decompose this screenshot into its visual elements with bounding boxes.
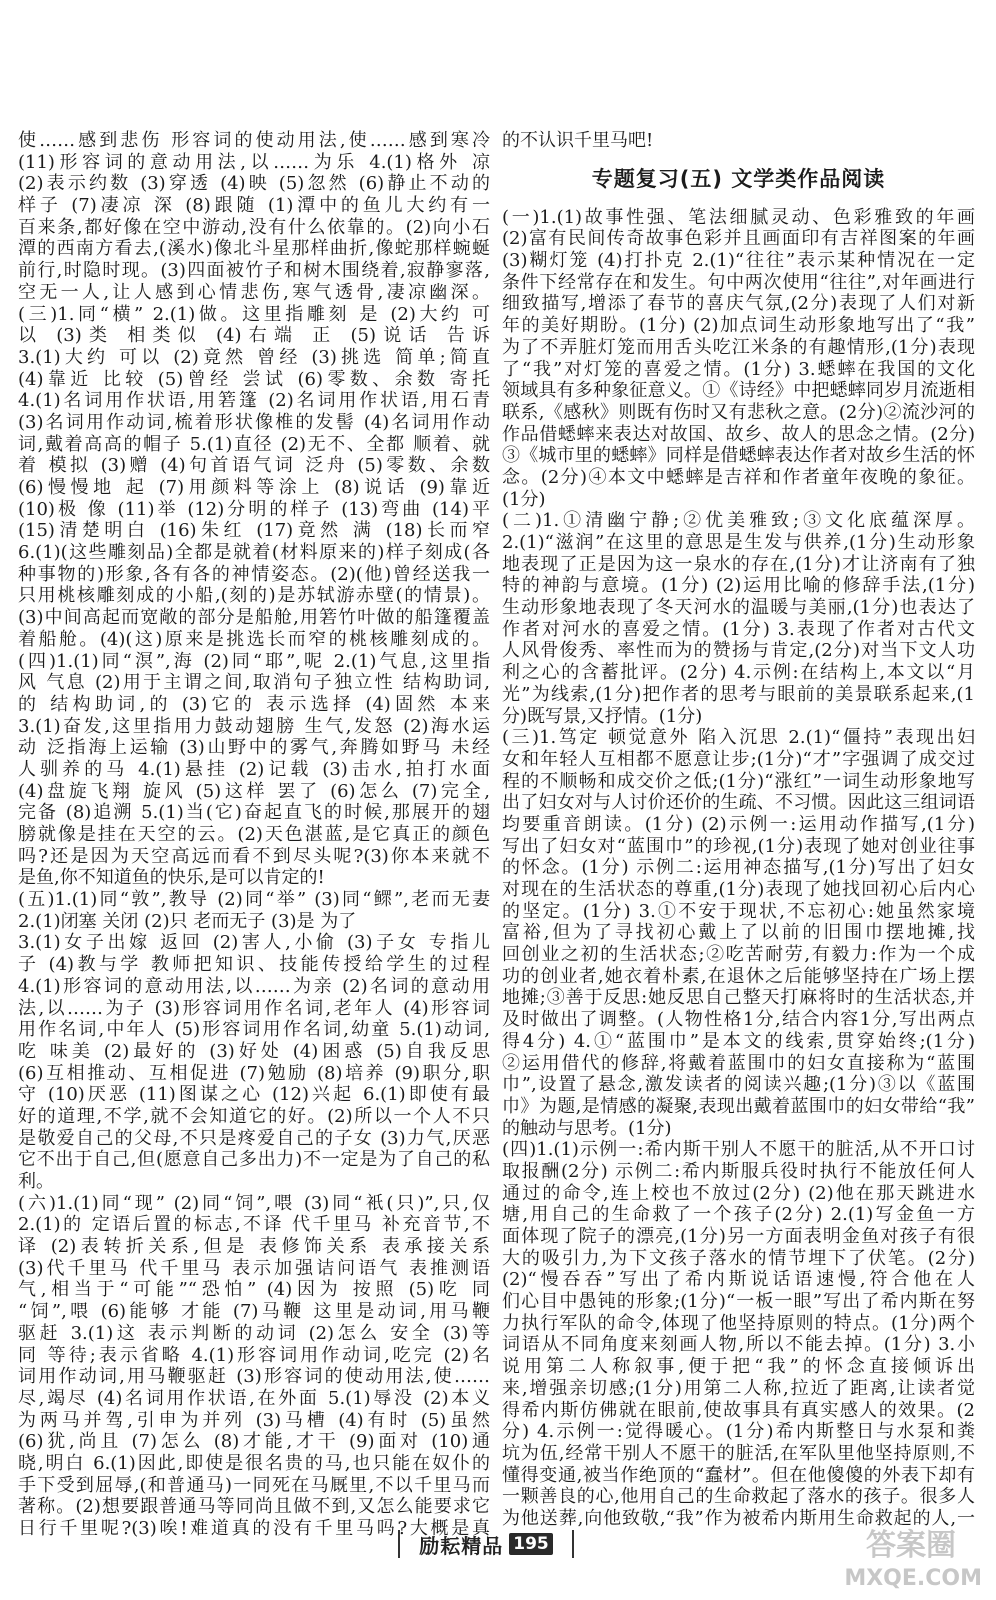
text-line: 程的不顺畅和成交价之低;(1分)“涨红”一词生动形象地写 <box>502 770 975 792</box>
text-line: 坑为伍,经常干别人不愿干的脏活,在军队里他坚持原则,不 <box>502 1442 975 1464</box>
left-column <box>18 130 490 1540</box>
text-line: 生动形象地表现了冬天河水的温暖与美丽,(1分)也表达了 <box>502 597 975 619</box>
text-line: 词,戴着高高的帽子 5.(1)直径 (2)无不、全都 顺着、就 <box>18 433 490 455</box>
brand-logo: 励耘精品 <box>419 1533 504 1558</box>
text-line: 人驯养的马 4.(1)悬挂 (2)记载 (3)击水,拍打水面 <box>18 758 490 780</box>
text-line: 着 模拟 (3)赠 (4)句首语气词 泛舟 (5)零数、余数 <box>18 455 490 477</box>
text-line: 的触动与思考。(1分) <box>502 1117 672 1139</box>
text-line: (6)犹,尚且 (7)怎么 (8)才能,才干 (9)面对 (10)通 <box>18 1431 490 1453</box>
text-line: 样子 (7)凄凉 深 (8)跟随 (1)潭中的鱼儿大约有一 <box>18 195 490 217</box>
text-line: 了“我”对灯笼的喜爱之情。(1分) 3.蟋蟀在我国的文化 <box>502 358 975 380</box>
text-line: (四)1.(1)同“溟”,海 (2)同“耶”,呢 2.(1)气息,这里指 <box>18 650 490 672</box>
text-line: 只用桃核雕刻成的小船,(刻的)是苏轼游赤壁(的情景)。 <box>18 585 490 607</box>
text-line: “饲”,喂 (6)能够 才能 (7)马鞭 这里是动词,用马鞭 <box>18 1301 490 1323</box>
text-line: 好的道理,不学,就不会知道它的好。(2)所以一个人不只 <box>18 1105 490 1127</box>
text-line: (五)1.(1)同“敦”,教导 (2)同“举” (3)同“鳏”,老而无妻 <box>18 889 490 911</box>
section-heading: 专题复习(五) 文学类作品阅读 <box>591 166 886 191</box>
text-line: 们心目中愚钝的形象;(1分)“一板一眼”写出了希内斯在努 <box>502 1291 975 1313</box>
text-line: 富裕,但为了寻找初心戴上了以前的旧围巾摆地摊,找 <box>502 922 975 944</box>
text-line: (六)1.(1)同“现” (2)同“饲”,喂 (3)同“衹(只)”,只,仅 <box>18 1192 490 1214</box>
text-line: 地表现了正是因为这一泉水的存在,(1分)才让济南有了独 <box>502 553 975 575</box>
right-column-body <box>502 207 975 1530</box>
text-line: 译 (2)表转折关系,但是 表修饰关系 表承接关系 <box>18 1236 490 1258</box>
text-line: 均要重音朗读。(1分) (2)示例一:运用动作描写,(1分) <box>502 813 975 835</box>
text-line: 以 (3)类 相类似 (4)右端 正 (5)说话 告诉 <box>18 325 490 347</box>
page-number: 195 <box>509 1533 553 1555</box>
text-line: 为两马并驾,引申为并列 (3)马槽 (4)有时 (5)虽然 <box>18 1409 490 1431</box>
text-line: 它不出于自己,但(愿意自己多出力)不一定是为了自己的私 <box>18 1149 490 1171</box>
text-line: (三)1.同“横” 2.(1)做。这里指雕刻 是 (2)大约 可 <box>18 303 490 325</box>
text-line: ③《城市里的蟋蟀》同样是借蟋蟀表达作者对故乡生活的怀 <box>502 445 975 467</box>
text-line: 风 气息 (2)用于主谓之间,取消句子独立性 结构助词, <box>18 672 490 694</box>
text-line: 用作名词,中年人 (5)形容词用作名词,幼童 5.(1)动词, <box>18 1019 490 1041</box>
text-line: 使……感到悲伤 形容词的使动用法,使……感到寒冷 <box>18 130 490 151</box>
text-line: 条件下经常存在和发生。句中两次使用“往往”,对年画进行 <box>502 271 975 293</box>
text-line: (10)极 像 (11)举 (12)分明的样子 (13)弯曲 (14)平 <box>18 498 490 520</box>
text-line: 种事物的)形象,各有各的神情姿态。(2)(他)曾经送我一 <box>18 563 490 585</box>
text-line: 来,增强亲切感;(1分)用第二人称,拉近了距离,让读者觉 <box>502 1377 975 1399</box>
text-line: 面体现了院子的漂亮,(1分)另一方面表明金鱼对孩子有很 <box>502 1226 975 1247</box>
page-footer <box>398 1530 574 1558</box>
text-line: 念。(2分)④本文中蟋蟀是吉祥和作者童年夜晚的象征。 <box>502 466 975 488</box>
text-line: 驱赶 3.(1)这 表示判断的动词 (2)怎么 安全 (3)等 <box>18 1322 490 1344</box>
text-line: (6)互相推动、互相促进 (7)勉励 (8)培养 (9)职分,职 <box>18 1062 490 1084</box>
text-line: 的 结构助词,的 (3)它的 表示选择 (4)固然 本来 <box>18 693 490 715</box>
text-line: 气,相当于“可能”“恐怕” (4)因为 按照 (5)吃 同 <box>18 1279 490 1301</box>
text-line: (6)慢慢地 起 (7)用颜料等涂上 (8)说话 (9)靠近 <box>18 477 490 498</box>
text-line: (4)盘旋飞翔 旋风 (5)这样 罢了 (6)怎么 (7)完全, <box>18 780 490 802</box>
text-line: 回创业之初的生活状态;②吃苦耐劳,有毅力:作为一个成 <box>502 944 975 966</box>
text-line: 分) 4.示例一:觉得暖心。(1分)希内斯整日与水泵和粪 <box>502 1421 975 1443</box>
text-line: 百来条,都好像在空中游动,没有什么依靠的。(2)向小石 <box>18 216 490 238</box>
text-line: (4)靠近 比较 (5)曾经 尝试 (6)零数、余数 寄托 <box>18 368 490 390</box>
text-line: 守 (10)厌恶 (11)图谋之心 (12)兴起 6.(1)即使有最 <box>18 1084 490 1106</box>
text-line: 写出了妇女对“蓝围巾”的珍视,(1分)表现了她对创业往事 <box>502 835 975 857</box>
text-line: 功的创业者,她衣着朴素,在退休之后能够坚持在广场上摆 <box>502 965 975 987</box>
text-line: 领域具有多种象征意义。①《诗经》中把蟋蟀同岁月流逝相 <box>502 380 975 402</box>
text-line: 是敬爱自己的父母,不只是疼爱自己的子女 (3)力气,厌恶 <box>18 1127 490 1149</box>
text-line: 对现在的生活状态的尊重,(1分)表现了她找回初心后内心 <box>502 879 975 900</box>
text-line: 为他送葬,向他致敬,“我”作为被希内斯用生命救起的人,一 <box>502 1507 975 1529</box>
text-line: 通过的命令,连上校也不放过(2分) (2)他在那天跳进水 <box>502 1182 975 1204</box>
text-line: 6.(1)(这些雕刻品)全都是就着(材料原来的)样子刻成(各 <box>18 542 490 564</box>
text-line: 出了妇女对与人讨价还价的生疏、不习惯。因此这三组词语 <box>502 792 975 814</box>
text-line: 巾》为题,是情感的凝聚,表现出戴着蓝围巾的妇女带给“我” <box>502 1095 975 1117</box>
text-line: (二)1.①清幽宁静;②优美雅致;③文化底蕴深厚。 <box>502 510 975 532</box>
watermark-cn: 答案圈 <box>866 1528 956 1563</box>
text-line: 3.(1)女子出嫁 返回 (2)害人,小偷 (3)子女 专指儿 <box>18 932 490 954</box>
text-line: 吗?还是因为天空高远而看不到尽头呢?(3)你本来就不 <box>18 845 490 867</box>
text-line: 大的吸引力,为下文孩子落水的情节埋下了伏笔。(2分) <box>502 1247 975 1269</box>
text-line: 词语从不同角度来刻画人物,所以不能去掉。(1分) 3.小 <box>502 1334 975 1356</box>
text-line: 分)既写景,又抒情。(1分) <box>502 705 703 727</box>
text-line: 懂得变通,被当作绝顶的“蠢材”。但在他傻傻的外表下却有 <box>502 1464 975 1486</box>
text-line: 完备 (8)追溯 5.(1)当(它)奋起直飞的时候,那展开的翅 <box>18 802 490 824</box>
text-line: 作者对河水的喜爱之情。(1分) 3.表现了作者对古代文 <box>502 618 975 640</box>
text-line: (2)表示约数 (3)穿透 (4)映 (5)忽然 (6)静止不动的 <box>18 173 490 195</box>
text-line: 2.(1)“滋润”在这里的意思是生发与供养,(1分)生动形象 <box>502 532 975 553</box>
text-line: 动 泛指海上运输 (3)山野中的雾气,奔腾如野马 未经 <box>18 737 490 759</box>
text-line: 3.(1)奋发,这里指用力鼓动翅膀 生气,发怒 (2)海水运 <box>18 715 490 737</box>
text-line: 的不认识千里马吧! <box>502 130 654 151</box>
text-line: 手下受到屈辱,(和普通马)一同死在马厩里,不以千里马而 <box>18 1474 490 1496</box>
text-line: 及时做出了调整。(人物性格1分,结合内容1分,写出两点 <box>502 1009 975 1031</box>
text-line: 词用作动词,用马鞭驱赶 (3)形容词的使动用法,使…… <box>18 1366 490 1388</box>
text-line: 力执行军队的命令,体现了他坚持原则的特点。(1分)两个 <box>502 1312 975 1334</box>
text-line: 法,以……为子 (3)形容词用作名词,老年人 (4)形容词 <box>18 997 490 1019</box>
text-line: 得希内斯仿佛就在眼前,使故事具有真实感人的效果。(2 <box>502 1399 975 1421</box>
text-line: (2)“慢吞吞”写出了希内斯说话语速慢,符合他在人 <box>502 1269 975 1291</box>
text-line: 4.(1)形容词的意动用法,以……为亲 (2)名词的意动用 <box>18 975 490 997</box>
text-line: 巾”,设置了悬念,激发读者的阅读兴趣;(1分)③以《蓝围 <box>502 1074 975 1096</box>
text-line: 膀就像是挂在天空的云。(2)天色湛蓝,是它真正的颜色 <box>18 824 490 845</box>
text-line: 子 (4)教与学 教师把知识、技能传授给学生的过程 <box>18 954 490 976</box>
text-line: 的坚定。(1分) 3.①不安于现状,不忘初心:她虽然家境 <box>502 900 975 922</box>
text-line: 4.(1)名词用作状语,用箬篷 (2)名词用作状语,用石青 <box>18 390 490 412</box>
text-line: 著称。(2)想要跟普通马等同尚且做不到,又怎么能要求它 <box>18 1496 490 1518</box>
text-line: 利之心的含蓄批评。(2分) 4.示例:在结构上,本文以“月 <box>502 662 975 684</box>
watermark-en: MXQE.COM <box>844 1566 982 1591</box>
text-line: (3)代千里马 代千里马 表示加强诘问语气 表推测语 <box>18 1257 490 1279</box>
text-line: 尽,竭尽 (4)名词用作状语,在外面 5.(1)辱没 (2)本义 <box>18 1387 490 1409</box>
text-line: 为了不弄脏灯笼而用舌头吃江米条的有趣情形,(1分)表现 <box>502 336 975 358</box>
text-line: 塘,用自己的生命救了一个孩子(2分) 2.(1)写金鱼一方 <box>502 1204 975 1226</box>
text-line: 同 等待;表示省略 4.(1)形容词用作动词,吃完 (2)名 <box>18 1344 490 1366</box>
text-line: 前行,时隐时现。(3)四面被竹子和树木围绕着,寂静寥落, <box>18 260 490 282</box>
text-line: (四)1.(1)示例一:希内斯干别人不愿干的脏活,从不开口讨 <box>502 1139 975 1161</box>
text-line: (3)中间高起而宽敞的部分是船舱,用箬竹叶做的船篷覆盖 <box>18 607 490 629</box>
text-line: (3)名词用作动词,梳着形状像椎的发髻 (4)名词用作动 <box>18 411 490 433</box>
text-line: 地摊;③善于反思:她反思自己整天打麻将时的生活状态,并 <box>502 987 975 1009</box>
text-line: 空无一人,让人感到心情悲伤,寒气透骨,凄凉幽深。 <box>18 281 490 303</box>
text-line: 说用第二人称叙事,便于把“我”的怀念直接倾诉出 <box>502 1356 975 1378</box>
text-line: 细致描写,增添了春节的喜庆气氛,(2分)表现了人们对新 <box>502 293 975 315</box>
text-line: 得4分) 4.①“蓝围巾”是本文的线索,贯穿始终;(1分) <box>502 1030 975 1052</box>
text-line: 利。 <box>18 1171 54 1192</box>
text-line: 日行千里呢?(3)唉!难道真的没有千里马吗?大概是真 <box>18 1518 490 1539</box>
text-line: 女和年轻人互相都不愿意让步;(1分)“才”字强调了成交过 <box>502 748 975 770</box>
text-line: (一)1.(1)故事性强、笔法细腻灵动、色彩雅致的年画 <box>502 206 975 228</box>
right-column <box>502 130 975 1530</box>
text-line: 3.(1)大约 可以 (2)竟然 曾经 (3)挑选 简单;简直 <box>18 346 490 368</box>
text-line: 2.(1)闭塞 关闭 (2)只 老而无子 (3)是 为了 <box>18 910 357 932</box>
text-line: (15)清楚明白 (16)朱红 (17)竟然 满 (18)长而窄 <box>18 520 490 542</box>
text-line: 联系,《感秋》则既有伤时又有悲秋之意。(2分)②流沙河的 <box>502 401 975 423</box>
text-line: 晓,明白 6.(1)因此,即使是很名贵的马,也只能在奴仆的 <box>18 1452 490 1474</box>
text-line: 着船舱。(4)(这)原来是挑选长而窄的桃核雕刻成的。 <box>18 628 490 650</box>
text-line: 吃 味美 (2)最好的 (3)好处 (4)困惑 (5)自我反思 <box>18 1040 490 1062</box>
text-line: (11)形容词的意动用法,以……为乐 4.(1)格外 凉 <box>18 151 490 173</box>
text-line: 年的美好期盼。(1分) (2)加点词生动形象地写出了“我” <box>502 315 975 337</box>
text-line: 2.(1)的 定语后置的标志,不译 代千里马 补充音节,不 <box>18 1214 490 1236</box>
text-line: 的怀念。(1分) 示例二:运用神态描写,(1分)写出了妇女 <box>502 857 975 879</box>
text-line: (2)富有民间传奇故事色彩并且画面印有吉祥图案的年画 <box>502 228 975 250</box>
text-line: (3)糊灯笼 (4)打扑克 2.(1)“往往”表示某种情况在一定 <box>502 250 975 272</box>
text-line: 特的神韵与意境。(1分) (2)运用比喻的修辞手法,(1分) <box>502 575 975 597</box>
text-line: 作品借蟋蟀来表达对故国、故乡、故人的思念之情。(2分) <box>502 423 975 445</box>
text-line: 潭的西南方看去,(溪水)像北斗星那样曲折,像蛇那样蜿蜒 <box>18 238 490 260</box>
text-line: (1分) <box>502 488 546 510</box>
text-line: 人风骨俊秀、率性而为的赞扬与肯定,(2分)对当下文人功 <box>502 640 975 662</box>
text-line: 是鱼,你不知道鱼的快乐,是可以肯定的! <box>18 867 325 889</box>
text-line: 取报酬(2分) 示例二:希内斯服兵役时执行不能放任何人 <box>502 1160 975 1182</box>
text-line: 一颗善良的心,他用自己的生命救起了落水的孩子。很多人 <box>502 1486 975 1508</box>
text-line: ②运用借代的修辞,将戴着蓝围巾的妇女直接称为“蓝围 <box>502 1052 975 1074</box>
text-line: 光”为线索,(1分)把作者的思考与眼前的美景联系起来,(1 <box>502 683 975 705</box>
text-line: (三)1.笃定 顿觉意外 陷入沉思 2.(1)“僵持”表现出妇 <box>502 727 975 749</box>
